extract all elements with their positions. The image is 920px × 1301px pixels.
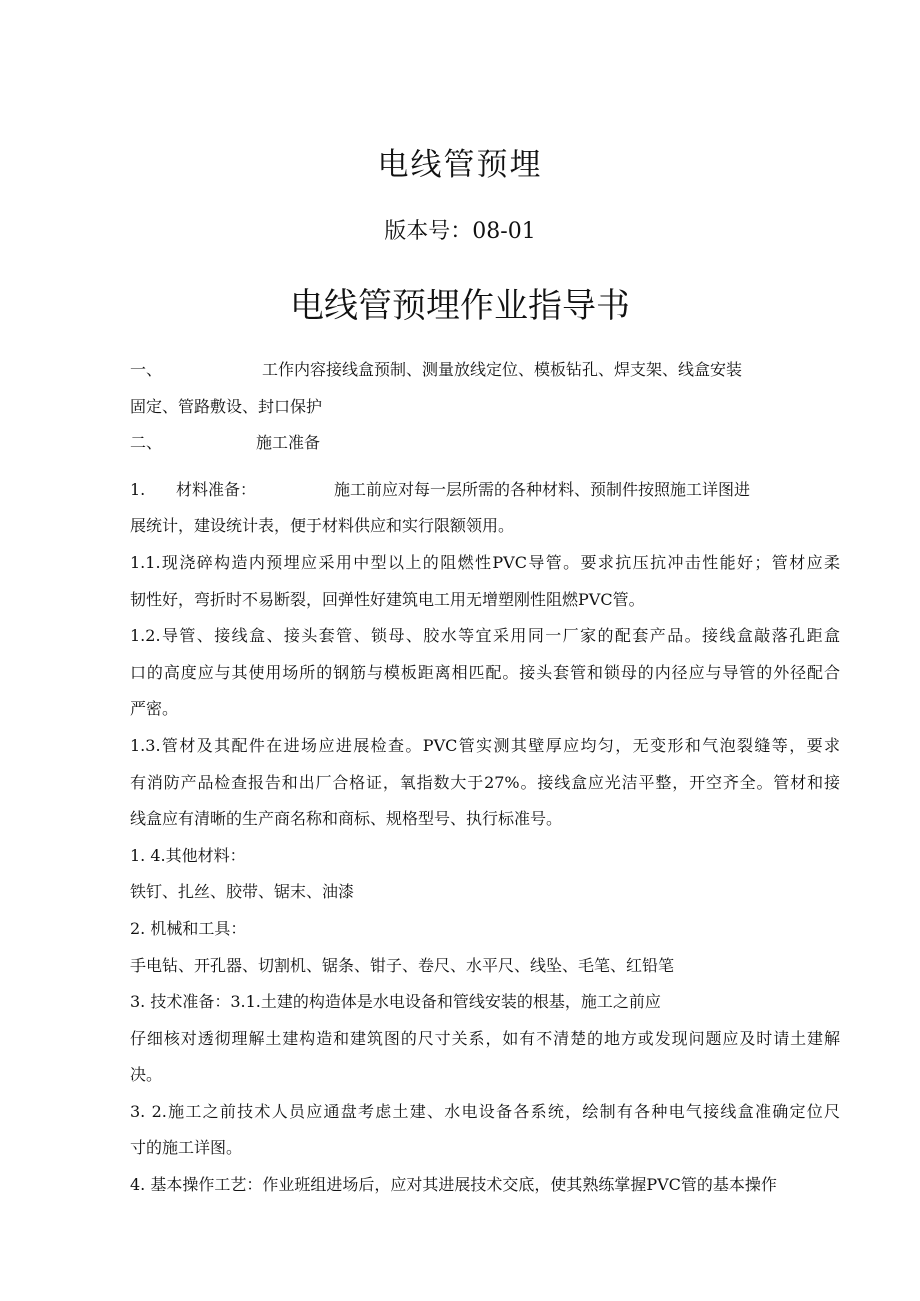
paragraph-line: 口的高度应与其使用场所的钢筋与模板距离相匹配。接头套管和锁母的内径应与导管的外径配合 <box>130 662 840 682</box>
materials-text: 施工前应对每一层所需的各种材料、预制件按照施工详图进 <box>334 479 751 499</box>
paragraph-line: 严密。 <box>130 699 179 719</box>
version-number: 版本号：08-01 <box>384 219 536 244</box>
section-two-line <box>130 425 840 462</box>
materials-label: 材料准备： <box>176 479 257 499</box>
paragraph-line: 3. 技术准备：3.1.土建的构造体是水电设备和管线安装的根基，施工之前应 <box>130 992 661 1012</box>
materials-continuation: 展统计，建设统计表，便于材料供应和实行限额领用。 <box>130 516 515 536</box>
paragraph-line: 手电钻、开孔器、切割机、锯条、钳子、卷尺、水平尺、线坠、毛笔、红铅笔 <box>130 955 675 975</box>
paragraph-line: 决。 <box>130 1065 163 1085</box>
paragraph-line: 有消防产品检查报告和出厂合格证，氧指数大于27%。接线盒应光洁平整，开空齐全。管材和接 <box>130 772 840 792</box>
paragraph-line: 仔细核对透彻理解土建构造和建筑图的尺寸关系，如有不清楚的地方或发现问题应及时请土建解 <box>130 1028 840 1048</box>
subsection-heading: 2. 机械和工具： <box>130 918 247 938</box>
section-text: 施工准备 <box>256 433 321 453</box>
section-one-line <box>130 352 840 389</box>
document-body <box>130 352 840 1204</box>
section-text: 工作内容接线盒预制、测量放线定位、模板钻孔、焊支架、线盒安装 <box>262 360 743 379</box>
materials-number: 1. <box>130 479 146 499</box>
subsection-heading: 1. 4.其他材料： <box>130 845 246 865</box>
paragraph-line: 寸的施工详图。 <box>130 1138 243 1158</box>
paragraph-line: 3. 2.施工之前技术人员应通盘考虑土建、水电设备各系统，绘制有各种电气接线盒准确定位尺 <box>130 1101 840 1121</box>
section-one-continuation: 固定、管路敷设、封口保护 <box>130 396 323 416</box>
section-number: 一、 <box>130 360 163 379</box>
paragraph-line: 1.2.导管、接线盒、接头套管、锁母、胶水等宜采用同一厂家的配套产品。接线盒敲落孔距盒 <box>130 626 840 646</box>
paragraph-line: 线盒应有清晰的生产商名称和商标、规格型号、执行标准号。 <box>130 809 563 829</box>
document-subtitle: 电线管预埋作业指导书 <box>290 286 630 326</box>
paragraph-line: 4. 基本操作工艺：作业班组进场后，应对其进展技术交底，使其熟练掌握PVC管的基本操作 <box>130 1175 777 1195</box>
materials-line <box>130 472 840 509</box>
paragraph-line: 铁钉、扎丝、胶带、锯末、油漆 <box>130 882 355 902</box>
section-number: 二、 <box>130 433 163 453</box>
paragraph-line: 1.1.现浇碎构造内预埋应采用中型以上的阻燃性PVC导管。要求抗压抗冲击性能好；管材应柔 <box>130 552 840 572</box>
paragraph-line: 1.3.管材及其配件在进场应进展检查。PVC管实测其壁厚应均匀，无变形和气泡裂缝等，要求 <box>130 735 840 755</box>
paragraph-line: 韧性好，弯折时不易断裂，回弹性好建筑电工用无增塑刚性阻燃PVC管。 <box>130 589 645 609</box>
document-title: 电线管预埋 <box>377 147 543 183</box>
